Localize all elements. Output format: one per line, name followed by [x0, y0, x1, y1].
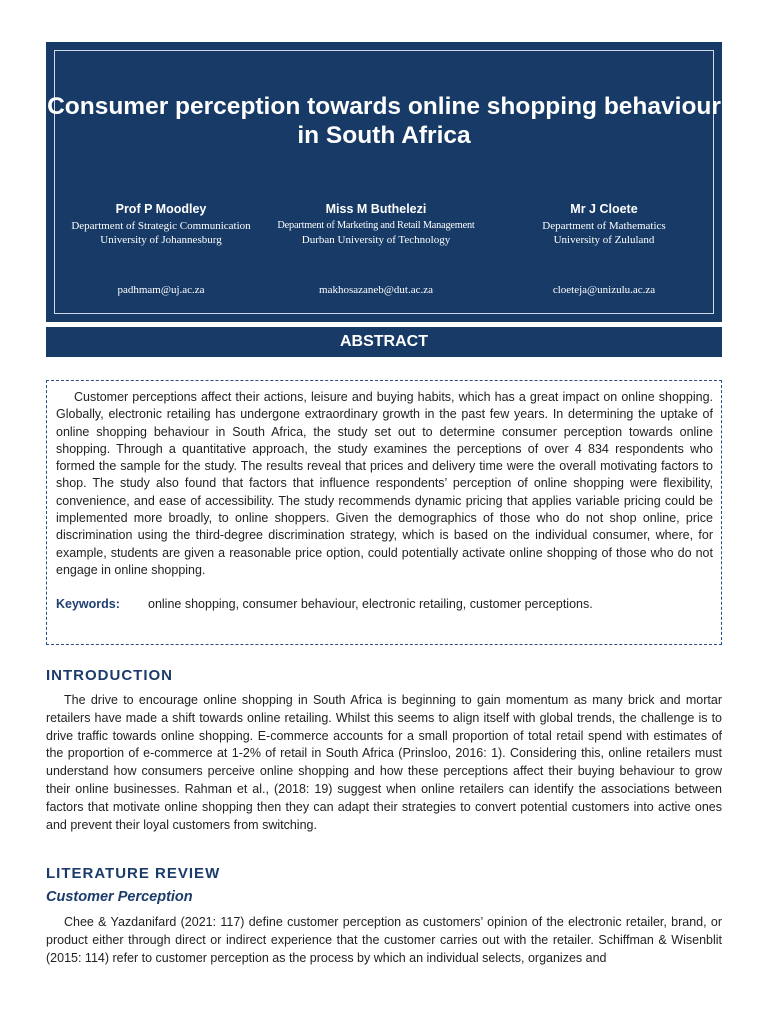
- author-department: Department of Marketing and Retail Management: [277, 220, 475, 231]
- author-institution: University of Zululand: [553, 234, 655, 246]
- keywords-line: [56, 597, 593, 611]
- author-institution: Durban University of Technology: [301, 234, 451, 246]
- author-name: Mr J Cloete: [570, 202, 638, 216]
- author-block: [489, 202, 719, 296]
- abstract-heading: ABSTRACT: [46, 327, 722, 357]
- author-name: Prof P Moodley: [115, 202, 207, 216]
- title-banner: [46, 42, 722, 322]
- introduction-heading: INTRODUCTION: [46, 667, 173, 684]
- keywords-list: online shopping, consumer behaviour, electronic retailing, customer perceptions.: [148, 597, 593, 611]
- title-banner-border: [54, 50, 714, 314]
- literature-review-heading: LITERATURE REVIEW: [46, 865, 221, 882]
- author-email: padhmam@uj.ac.za: [117, 284, 205, 296]
- abstract-box: [46, 380, 722, 645]
- author-email: makhosazaneb@dut.ac.za: [319, 284, 433, 296]
- author-department: Department of Strategic Communication: [71, 220, 251, 232]
- author-department: Department of Mathematics: [542, 220, 666, 232]
- abstract-text: Customer perceptions affect their actions, leisure and buying habits, which has a great impact on online shopping. Globally, electronic retailing has undergone extraordinary growth in the past few years. In determining the uptake of online shopping behaviour in South Africa, the study set out to determine consumer perception towards online shopping. Through a quantitative approach, the study examines the perceptions of over 4 834 respondents who formed the sample for the study. The results reveal that prices and delivery time were the overall motivating factors to shop. The study also found that factors that influence respondents’ perception of online shopping were flexibility, convenience, and ease of accessibility. The study recommends dynamic pricing that applies variable pricing could be implemented more broadly, to online shoppers. Given the demographics of those who do not shop online, price discrimination using the third-degree discrimination strategy, which is based on the individual consumer, where, for example, students are given a reasonable price option, could potentially activate online shopping of those who do not engage in online shopping.: [56, 390, 713, 577]
- literature-paragraph: Chee & Yazdanifard (2021: 117) define customer perception as customers’ opinion of the electronic retailer, brand, or product either through direct or indirect experience that the customer carries out with the retailer. Schiffman & Wisenblit (2015: 114) refer to customer perception as the process by which an individual selects, organizes and: [46, 915, 722, 965]
- author-institution: University of Johannesburg: [100, 234, 222, 246]
- introduction-paragraph: The drive to encourage online shopping in South Africa is beginning to gain momentum as many brick and mortar retailers have made a shift towards online retailing. Whilst this seems to align itself with global trends, the challenge is to drive traffic towards online shopping. E-commerce accounts for a small proportion of total retail spend with estimates of the proportion of e-commerce at 1-2% of retail in South Africa (Prinsloo, 2016: 1). Considering this, online retailers must understand how consumers perceive online shopping and how these perceptions affect their buying behaviour to grow their online businesses. Rahman et al., (2018: 19) suggest when online retailers can identify the associations between factors that motivate online shopping then they can adapt their strategies to convert potential customers into active ones and prevent their loyal customers from switching.: [46, 693, 722, 832]
- author-email: cloeteja@unizulu.ac.za: [552, 284, 656, 296]
- customer-perception-subheading: Customer Perception: [46, 889, 193, 905]
- paper-title: Consumer perception towards online shopping behaviour in South Africa: [47, 93, 721, 149]
- keywords-label: Keywords:: [56, 597, 120, 611]
- author-block: [261, 202, 491, 296]
- author-name: Miss M Buthelezi: [325, 202, 427, 216]
- author-block: [46, 202, 276, 296]
